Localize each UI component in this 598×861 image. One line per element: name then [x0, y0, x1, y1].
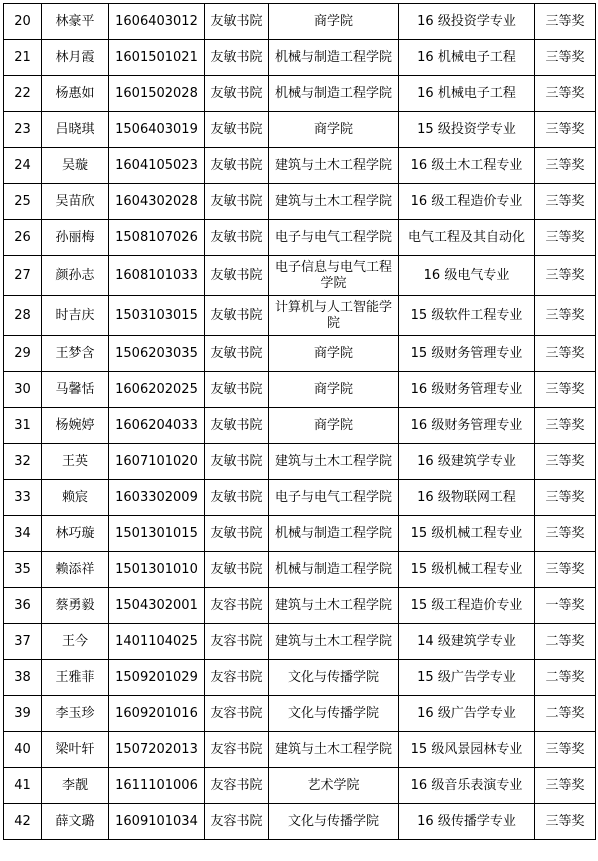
- award-level-cell: 三等奖: [535, 804, 596, 840]
- college-name-cell: 建筑与土木工程学院: [269, 148, 399, 184]
- table-row: [4, 4, 596, 40]
- college-name-cell: 机械与制造工程学院: [269, 40, 399, 76]
- academy-name-cell: 友敏书院: [205, 148, 269, 184]
- row-number-cell: 30: [4, 372, 42, 408]
- student-id-cell: 1603302009: [109, 480, 205, 516]
- student-id-cell: 1607101020: [109, 444, 205, 480]
- row-number-cell: 39: [4, 696, 42, 732]
- award-level-cell: 三等奖: [535, 768, 596, 804]
- student-name-cell: 林豪平: [42, 4, 109, 40]
- academy-name-cell: 友敏书院: [205, 40, 269, 76]
- student-id-cell: 1507202013: [109, 732, 205, 768]
- student-id-cell: 1606204033: [109, 408, 205, 444]
- award-level-cell: 三等奖: [535, 256, 596, 296]
- student-id-cell: 1506203035: [109, 336, 205, 372]
- college-name-cell: 商学院: [269, 112, 399, 148]
- college-name-cell: 机械与制造工程学院: [269, 516, 399, 552]
- student-name-cell: 吴苗欣: [42, 184, 109, 220]
- academy-name-cell: 友敏书院: [205, 184, 269, 220]
- major-name-cell: 14 级建筑学专业: [399, 624, 535, 660]
- table-row: [4, 256, 596, 296]
- student-name-cell: 李玉珍: [42, 696, 109, 732]
- award-level-cell: 三等奖: [535, 408, 596, 444]
- row-number-cell: 42: [4, 804, 42, 840]
- row-number-cell: 35: [4, 552, 42, 588]
- major-name-cell: 15 级软件工程专业: [399, 296, 535, 336]
- row-number-cell: 28: [4, 296, 42, 336]
- academy-name-cell: 友容书院: [205, 660, 269, 696]
- student-name-cell: 赖添祥: [42, 552, 109, 588]
- award-level-cell: 三等奖: [535, 552, 596, 588]
- major-name-cell: 15 级工程造价专业: [399, 588, 535, 624]
- table-row: [4, 696, 596, 732]
- college-name-cell: 商学院: [269, 4, 399, 40]
- student-id-cell: 1501301015: [109, 516, 205, 552]
- student-id-cell: 1401104025: [109, 624, 205, 660]
- major-name-cell: 15 级机械工程专业: [399, 516, 535, 552]
- award-level-cell: 三等奖: [535, 372, 596, 408]
- award-level-cell: 三等奖: [535, 480, 596, 516]
- major-name-cell: 16 级音乐表演专业: [399, 768, 535, 804]
- award-level-cell: 三等奖: [535, 76, 596, 112]
- table-row: [4, 220, 596, 256]
- student-id-cell: 1604302028: [109, 184, 205, 220]
- college-name-cell: 文化与传播学院: [269, 696, 399, 732]
- table-row: [4, 804, 596, 840]
- major-name-cell: 16 级建筑学专业: [399, 444, 535, 480]
- academy-name-cell: 友容书院: [205, 804, 269, 840]
- student-id-cell: 1601501021: [109, 40, 205, 76]
- academy-name-cell: 友敏书院: [205, 408, 269, 444]
- student-name-cell: 孙丽梅: [42, 220, 109, 256]
- row-number-cell: 27: [4, 256, 42, 296]
- roster-body: [4, 4, 596, 840]
- student-id-cell: 1606403012: [109, 4, 205, 40]
- student-id-cell: 1506403019: [109, 112, 205, 148]
- academy-name-cell: 友容书院: [205, 696, 269, 732]
- row-number-cell: 32: [4, 444, 42, 480]
- student-name-cell: 王雅菲: [42, 660, 109, 696]
- row-number-cell: 24: [4, 148, 42, 184]
- table-row: [4, 768, 596, 804]
- student-name-cell: 时吉庆: [42, 296, 109, 336]
- academy-name-cell: 友敏书院: [205, 480, 269, 516]
- award-level-cell: 三等奖: [535, 184, 596, 220]
- college-name-cell: 文化与传播学院: [269, 804, 399, 840]
- award-level-cell: 三等奖: [535, 148, 596, 184]
- student-id-cell: 1504302001: [109, 588, 205, 624]
- college-name-cell: 商学院: [269, 408, 399, 444]
- major-name-cell: 15 级财务管理专业: [399, 336, 535, 372]
- major-name-cell: 15 级风景园林专业: [399, 732, 535, 768]
- row-number-cell: 23: [4, 112, 42, 148]
- student-name-cell: 吴璇: [42, 148, 109, 184]
- student-name-cell: 吕晓琪: [42, 112, 109, 148]
- academy-name-cell: 友敏书院: [205, 4, 269, 40]
- student-id-cell: 1501301010: [109, 552, 205, 588]
- award-level-cell: 三等奖: [535, 296, 596, 336]
- award-level-cell: 三等奖: [535, 732, 596, 768]
- award-level-cell: 一等奖: [535, 588, 596, 624]
- college-name-cell: 电子信息与电气工程学院: [269, 256, 399, 296]
- student-name-cell: 杨婉婷: [42, 408, 109, 444]
- table-row: [4, 588, 596, 624]
- major-name-cell: 16 级广告学专业: [399, 696, 535, 732]
- table-row: [4, 660, 596, 696]
- row-number-cell: 26: [4, 220, 42, 256]
- table-row: [4, 444, 596, 480]
- academy-name-cell: 友敏书院: [205, 296, 269, 336]
- academy-name-cell: 友敏书院: [205, 112, 269, 148]
- award-level-cell: 三等奖: [535, 336, 596, 372]
- table-row: [4, 480, 596, 516]
- student-name-cell: 李靓: [42, 768, 109, 804]
- major-name-cell: 16 级传播学专业: [399, 804, 535, 840]
- table-row: [4, 148, 596, 184]
- student-name-cell: 赖宸: [42, 480, 109, 516]
- academy-name-cell: 友容书院: [205, 624, 269, 660]
- table-row: [4, 336, 596, 372]
- academy-name-cell: 友容书院: [205, 732, 269, 768]
- college-name-cell: 电子与电气工程学院: [269, 480, 399, 516]
- student-name-cell: 王英: [42, 444, 109, 480]
- table-row: [4, 624, 596, 660]
- student-id-cell: 1606202025: [109, 372, 205, 408]
- college-name-cell: 电子与电气工程学院: [269, 220, 399, 256]
- student-name-cell: 林巧璇: [42, 516, 109, 552]
- row-number-cell: 31: [4, 408, 42, 444]
- student-name-cell: 杨惠如: [42, 76, 109, 112]
- student-name-cell: 林月霞: [42, 40, 109, 76]
- college-name-cell: 建筑与土木工程学院: [269, 732, 399, 768]
- academy-name-cell: 友敏书院: [205, 336, 269, 372]
- row-number-cell: 29: [4, 336, 42, 372]
- major-name-cell: 16 级土木工程专业: [399, 148, 535, 184]
- college-name-cell: 建筑与土木工程学院: [269, 588, 399, 624]
- award-level-cell: 三等奖: [535, 4, 596, 40]
- college-name-cell: 艺术学院: [269, 768, 399, 804]
- academy-name-cell: 友敏书院: [205, 552, 269, 588]
- academy-name-cell: 友敏书院: [205, 444, 269, 480]
- college-name-cell: 建筑与土木工程学院: [269, 444, 399, 480]
- student-name-cell: 蔡勇毅: [42, 588, 109, 624]
- major-name-cell: 16 级财务管理专业: [399, 408, 535, 444]
- major-name-cell: 电气工程及其自动化: [399, 220, 535, 256]
- student-id-cell: 1604105023: [109, 148, 205, 184]
- student-name-cell: 王今: [42, 624, 109, 660]
- table-row: [4, 184, 596, 220]
- college-name-cell: 机械与制造工程学院: [269, 76, 399, 112]
- student-name-cell: 王梦含: [42, 336, 109, 372]
- table-row: [4, 112, 596, 148]
- award-level-cell: 三等奖: [535, 444, 596, 480]
- major-name-cell: 15 级广告学专业: [399, 660, 535, 696]
- row-number-cell: 25: [4, 184, 42, 220]
- award-level-cell: 二等奖: [535, 660, 596, 696]
- college-name-cell: 文化与传播学院: [269, 660, 399, 696]
- student-name-cell: 颜孙志: [42, 256, 109, 296]
- table-row: [4, 732, 596, 768]
- row-number-cell: 21: [4, 40, 42, 76]
- student-id-cell: 1508107026: [109, 220, 205, 256]
- academy-name-cell: 友敏书院: [205, 372, 269, 408]
- academy-name-cell: 友敏书院: [205, 516, 269, 552]
- row-number-cell: 20: [4, 4, 42, 40]
- academy-name-cell: 友敏书院: [205, 256, 269, 296]
- college-name-cell: 机械与制造工程学院: [269, 552, 399, 588]
- academy-name-cell: 友敏书院: [205, 220, 269, 256]
- row-number-cell: 38: [4, 660, 42, 696]
- college-name-cell: 商学院: [269, 372, 399, 408]
- table-row: [4, 408, 596, 444]
- major-name-cell: 16 级物联网工程: [399, 480, 535, 516]
- student-name-cell: 薛文璐: [42, 804, 109, 840]
- major-name-cell: 15 级投资学专业: [399, 112, 535, 148]
- award-level-cell: 二等奖: [535, 624, 596, 660]
- student-id-cell: 1611101006: [109, 768, 205, 804]
- major-name-cell: 16 机械电子工程: [399, 76, 535, 112]
- award-level-cell: 二等奖: [535, 696, 596, 732]
- row-number-cell: 36: [4, 588, 42, 624]
- major-name-cell: 15 级机械工程专业: [399, 552, 535, 588]
- award-level-cell: 三等奖: [535, 112, 596, 148]
- major-name-cell: 16 级电气专业: [399, 256, 535, 296]
- major-name-cell: 16 级财务管理专业: [399, 372, 535, 408]
- student-name-cell: 马馨恬: [42, 372, 109, 408]
- award-level-cell: 三等奖: [535, 40, 596, 76]
- college-name-cell: 建筑与土木工程学院: [269, 184, 399, 220]
- table-row: [4, 372, 596, 408]
- row-number-cell: 40: [4, 732, 42, 768]
- row-number-cell: 41: [4, 768, 42, 804]
- row-number-cell: 37: [4, 624, 42, 660]
- award-roster-table: [3, 3, 596, 840]
- student-id-cell: 1609201016: [109, 696, 205, 732]
- student-id-cell: 1509201029: [109, 660, 205, 696]
- student-id-cell: 1609101034: [109, 804, 205, 840]
- award-level-cell: 三等奖: [535, 516, 596, 552]
- award-level-cell: 三等奖: [535, 220, 596, 256]
- student-id-cell: 1601502028: [109, 76, 205, 112]
- academy-name-cell: 友敏书院: [205, 76, 269, 112]
- academy-name-cell: 友容书院: [205, 588, 269, 624]
- table-row: [4, 516, 596, 552]
- college-name-cell: 商学院: [269, 336, 399, 372]
- student-id-cell: 1503103015: [109, 296, 205, 336]
- college-name-cell: 建筑与土木工程学院: [269, 624, 399, 660]
- major-name-cell: 16 机械电子工程: [399, 40, 535, 76]
- row-number-cell: 33: [4, 480, 42, 516]
- student-name-cell: 梁叶轩: [42, 732, 109, 768]
- row-number-cell: 34: [4, 516, 42, 552]
- major-name-cell: 16 级投资学专业: [399, 4, 535, 40]
- college-name-cell: 计算机与人工智能学院: [269, 296, 399, 336]
- table-row: [4, 76, 596, 112]
- table-row: [4, 552, 596, 588]
- table-row: [4, 296, 596, 336]
- row-number-cell: 22: [4, 76, 42, 112]
- student-id-cell: 1608101033: [109, 256, 205, 296]
- academy-name-cell: 友容书院: [205, 768, 269, 804]
- table-row: [4, 40, 596, 76]
- major-name-cell: 16 级工程造价专业: [399, 184, 535, 220]
